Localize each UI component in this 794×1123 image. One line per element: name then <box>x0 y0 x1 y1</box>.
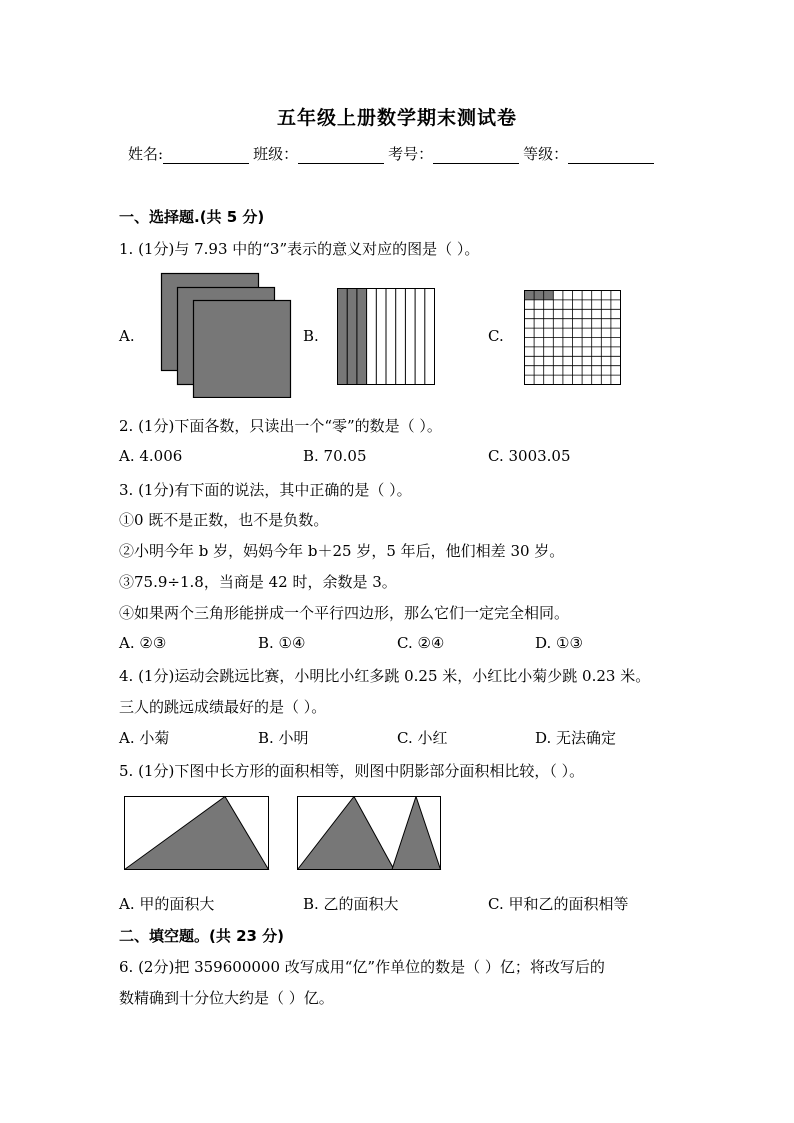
question-3-stem: 3. (1分)有下面的说法，其中正确的是（ ）。 <box>119 481 412 499</box>
question-3-statement-3: ③75.9÷1.8，当商是 42 时，余数是 3。 <box>119 573 397 591</box>
page-title: 五年级上册数学期末测试卷 <box>276 107 517 129</box>
question-4-option-b[interactable]: B. 小明 <box>258 729 309 747</box>
name-label: 姓名: <box>128 145 164 163</box>
student-info-row <box>128 143 658 164</box>
question-3-option-d[interactable]: D. ①③ <box>535 634 583 652</box>
question-3-option-b[interactable]: B. ①④ <box>258 634 306 652</box>
question-1-stem: 1. (1分)与 7.93 中的“3”表示的意义对应的图是（ ）。 <box>119 240 480 258</box>
class-blank[interactable] <box>298 149 384 164</box>
question-5-option-a[interactable]: A. 甲的面积大 <box>119 895 215 913</box>
question-5-figure-yi <box>297 796 442 871</box>
question-6-stem-line-1: 6. (2分)把 359600000 改写成用“亿”作单位的数是（ ）亿；将改写后的 <box>119 958 605 976</box>
question-1-option-c-label: C. <box>488 327 504 345</box>
question-6-stem-line-2: 数精确到十分位大约是（ ）亿。 <box>119 989 334 1007</box>
question-3-statement-2: ②小明今年 b 岁，妈妈今年 b＋25 岁，5 年后，他们相差 30 岁。 <box>119 542 565 560</box>
question-2-option-a[interactable]: A. 4.006 <box>119 447 183 465</box>
question-5-stem: 5. (1分)下图中长方形的面积相等，则图中阴影部分面积相比较，（ ）。 <box>119 762 585 780</box>
question-5-figure-jia <box>124 796 270 871</box>
question-3-statement-4: ④如果两个三角形能拼成一个平行四边形，那么它们一定完全相同。 <box>119 604 570 622</box>
question-5-option-c[interactable]: C. 甲和乙的面积相等 <box>488 895 629 913</box>
class-label: 班级： <box>253 145 299 163</box>
section-heading-choice: 一、选择题.(共 5 分) <box>119 208 265 226</box>
question-3-option-a[interactable]: A. ②③ <box>119 634 167 652</box>
question-3-option-c[interactable]: C. ②④ <box>397 634 445 652</box>
question-4-option-a[interactable]: A. 小菊 <box>119 729 170 747</box>
question-1-figure-c <box>524 290 622 386</box>
question-2-option-c[interactable]: C. 3003.05 <box>488 447 571 465</box>
question-1-option-b-label: B. <box>303 327 319 345</box>
shaded-tenths <box>338 289 367 385</box>
question-4-option-c[interactable]: C. 小红 <box>397 729 448 747</box>
grade-label: 等级： <box>523 145 569 163</box>
exam-number-blank[interactable] <box>433 149 519 164</box>
question-1-figure-b <box>337 288 436 386</box>
question-1-figure-a <box>160 272 294 398</box>
question-2-stem: 2. (1分)下面各数，只读出一个“零”的数是（ ）。 <box>119 417 442 435</box>
question-4-stem-line-2: 三人的跳远成绩最好的是（ ）。 <box>119 698 327 716</box>
question-3-statement-1: ①0 既不是正数，也不是负数。 <box>119 511 329 529</box>
name-blank[interactable] <box>163 149 249 164</box>
exam-number-label: 考号： <box>388 145 434 163</box>
question-4-stem-line-1: 4. (1分)运动会跳远比赛，小明比小红多跳 0.25 米，小红比小菊少跳 0.23 米。 <box>119 667 651 685</box>
grade-blank[interactable] <box>568 149 654 164</box>
question-2-option-b[interactable]: B. 70.05 <box>303 447 367 465</box>
shaded-hundredths <box>525 291 554 300</box>
question-4-option-d[interactable]: D. 无法确定 <box>535 729 617 747</box>
unit-square-3 <box>194 301 291 398</box>
question-1-option-a-label: A. <box>119 327 135 345</box>
section-heading-fill-in: 二、填空题。(共 23 分) <box>119 927 285 945</box>
question-5-option-b[interactable]: B. 乙的面积大 <box>303 895 399 913</box>
